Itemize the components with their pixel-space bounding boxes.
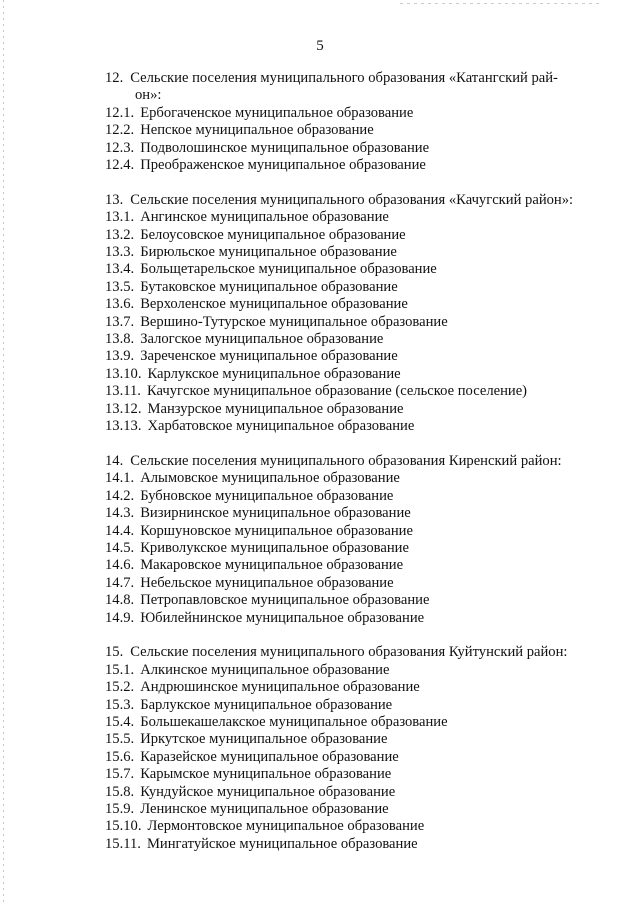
item-number: 13.9. [105, 348, 135, 365]
item-text: Подволошинское муниципальное образование [140, 139, 430, 156]
section-15 [105, 644, 605, 853]
item-number: 15.4. [105, 713, 135, 730]
list-item [105, 731, 605, 748]
item-number: 14.4. [105, 522, 135, 539]
list-item [105, 157, 605, 174]
item-text: Коршуновское муниципальное образование [140, 522, 413, 539]
list-item [105, 105, 605, 122]
scan-edge-top [400, 3, 600, 4]
list-item [105, 488, 605, 505]
list-item [105, 697, 605, 714]
list-item [105, 818, 605, 835]
item-number: 15.6. [105, 748, 135, 765]
list-item [105, 610, 605, 627]
item-number: 15.8. [105, 783, 135, 800]
item-text: Ербогаченское муниципальное образование [140, 104, 414, 121]
item-number: 15.10. [105, 818, 142, 835]
item-text: Лермонтовское муниципальное образование [147, 818, 425, 835]
list-item [105, 244, 605, 261]
item-text: Бирюльское муниципальное образование [140, 244, 397, 261]
item-text: Барлукское муниципальное образование [140, 696, 393, 713]
item-text: Ленинское муниципальное образование [140, 801, 389, 818]
item-text: Алымовское муниципальное образование [140, 470, 400, 487]
list-item [105, 679, 605, 696]
item-text: Небельское муниципальное образование [140, 574, 394, 591]
list-item [105, 470, 605, 487]
item-text: Андрюшинское муниципальное образование [140, 679, 420, 696]
item-number: 13.8. [105, 331, 135, 348]
item-text: Непское муниципальное образование [140, 122, 374, 139]
item-text: Бутаковское муниципальное образование [140, 278, 398, 295]
item-text: Вершино-Тутурское муниципальное образование [140, 313, 448, 330]
section-heading [105, 453, 605, 470]
list-item [105, 140, 605, 157]
item-number: 15.9. [105, 801, 135, 818]
item-number: 12.1. [105, 104, 135, 121]
item-text: Бубновское муниципальное образование [140, 487, 394, 504]
list-item [105, 505, 605, 522]
section-title: Сельские поселения муниципального образования «Качугский район»: [130, 191, 574, 208]
item-text: Каразейское муниципальное образование [140, 748, 399, 765]
list-item [105, 592, 605, 609]
list-item [105, 801, 605, 818]
list-item [105, 279, 605, 296]
item-number: 12.3. [105, 139, 135, 156]
item-number: 15.2. [105, 679, 135, 696]
item-text: Криволукское муниципальное образование [140, 539, 409, 556]
section-title-continuation: он»: [135, 87, 162, 104]
item-number: 15.11. [105, 835, 141, 852]
item-text: Кундуйское муниципальное образование [140, 783, 396, 800]
list-item [105, 575, 605, 592]
list-item [105, 122, 605, 139]
item-text: Юбилейнинское муниципальное образование [140, 609, 425, 626]
item-text: Преображенское муниципальное образование [140, 157, 426, 174]
item-number: 14.2. [105, 487, 135, 504]
list-item [105, 714, 605, 731]
item-text: Визирнинское муниципальное образование [140, 505, 411, 522]
item-text: Карлукское муниципальное образование [147, 365, 401, 382]
item-number: 14.3. [105, 505, 135, 522]
item-number: 13.6. [105, 296, 135, 313]
item-number: 13.7. [105, 313, 135, 330]
item-number: 13.11. [105, 383, 141, 400]
item-text: Харбатовское муниципальное образование [147, 418, 415, 435]
item-number: 13.13. [105, 418, 142, 435]
item-number: 14.1. [105, 470, 135, 487]
item-number: 12.2. [105, 122, 135, 139]
item-text: Залогское муниципальное образование [140, 331, 384, 348]
item-number: 13.3. [105, 244, 135, 261]
item-number: 13.2. [105, 226, 135, 243]
page-number: 5 [316, 38, 324, 54]
item-number: 13.12. [105, 400, 142, 417]
section-heading [105, 70, 605, 87]
item-number: 13.1. [105, 209, 135, 226]
item-text: Макаровское муниципальное образование [140, 557, 404, 574]
scan-edge-left [3, 0, 4, 905]
list-item [105, 331, 605, 348]
list-item [105, 261, 605, 278]
list-item [105, 662, 605, 679]
section-number: 12. [105, 70, 124, 86]
list-item [105, 348, 605, 365]
list-item [105, 836, 605, 853]
item-number: 13.4. [105, 261, 135, 278]
section-14 [105, 453, 605, 627]
section-number: 13. [105, 191, 124, 208]
item-number: 14.5. [105, 539, 135, 556]
list-item [105, 557, 605, 574]
item-number: 14.6. [105, 557, 135, 574]
item-text: Манзурское муниципальное образование [147, 400, 404, 417]
item-number: 13.5. [105, 278, 135, 295]
item-number: 14.9. [105, 609, 135, 626]
item-text: Иркутское муниципальное образование [140, 731, 388, 748]
item-number: 12.4. [105, 157, 135, 174]
section-number: 14. [105, 452, 124, 469]
list-item [105, 209, 605, 226]
list-item [105, 766, 605, 783]
list-item [105, 383, 605, 400]
item-text: Белоусовское муниципальное образование [140, 226, 406, 243]
list-item [105, 227, 605, 244]
section-title: Сельские поселения муниципального образования Киренский район: [130, 452, 562, 469]
item-text: Ангинское муниципальное образование [140, 209, 389, 226]
item-text: Петропавловское муниципальное образование [140, 592, 430, 609]
section-number: 15. [105, 644, 124, 661]
section-heading [105, 644, 605, 661]
list-item [105, 366, 605, 383]
item-text: Карымское муниципальное образование [140, 766, 392, 783]
item-number: 14.7. [105, 574, 135, 591]
list-item [105, 401, 605, 418]
item-number: 15.5. [105, 731, 135, 748]
list-item [105, 314, 605, 331]
list-item [105, 296, 605, 313]
item-text: Мингатуйское муниципальное образование [146, 835, 418, 852]
list-item [105, 749, 605, 766]
list-item [105, 418, 605, 435]
item-number: 14.8. [105, 592, 135, 609]
section-heading [105, 192, 605, 209]
item-text: Верхоленское муниципальное образование [140, 296, 408, 313]
section-title: Сельские поселения муниципального образования Куйтунский район: [130, 644, 568, 661]
item-number: 15.1. [105, 661, 135, 678]
list-item [105, 540, 605, 557]
list-item [105, 523, 605, 540]
section-12 [105, 70, 605, 174]
item-number: 13.10. [105, 365, 142, 382]
item-text: Больщетарельское муниципальное образование [140, 261, 437, 278]
list-item [105, 784, 605, 801]
item-text: Качугское муниципальное образование (сельское поселение) [146, 383, 528, 400]
item-text: Алкинское муниципальное образование [140, 661, 390, 678]
document-body [105, 70, 605, 871]
item-text: Зареченское муниципальное образование [140, 348, 398, 365]
section-title: Сельские поселения муниципального образования «Катангский рай- [130, 70, 558, 86]
section-13 [105, 192, 605, 436]
item-number: 15.7. [105, 766, 135, 783]
item-text: Большекашелакское муниципальное образование [140, 713, 448, 730]
item-number: 15.3. [105, 696, 135, 713]
